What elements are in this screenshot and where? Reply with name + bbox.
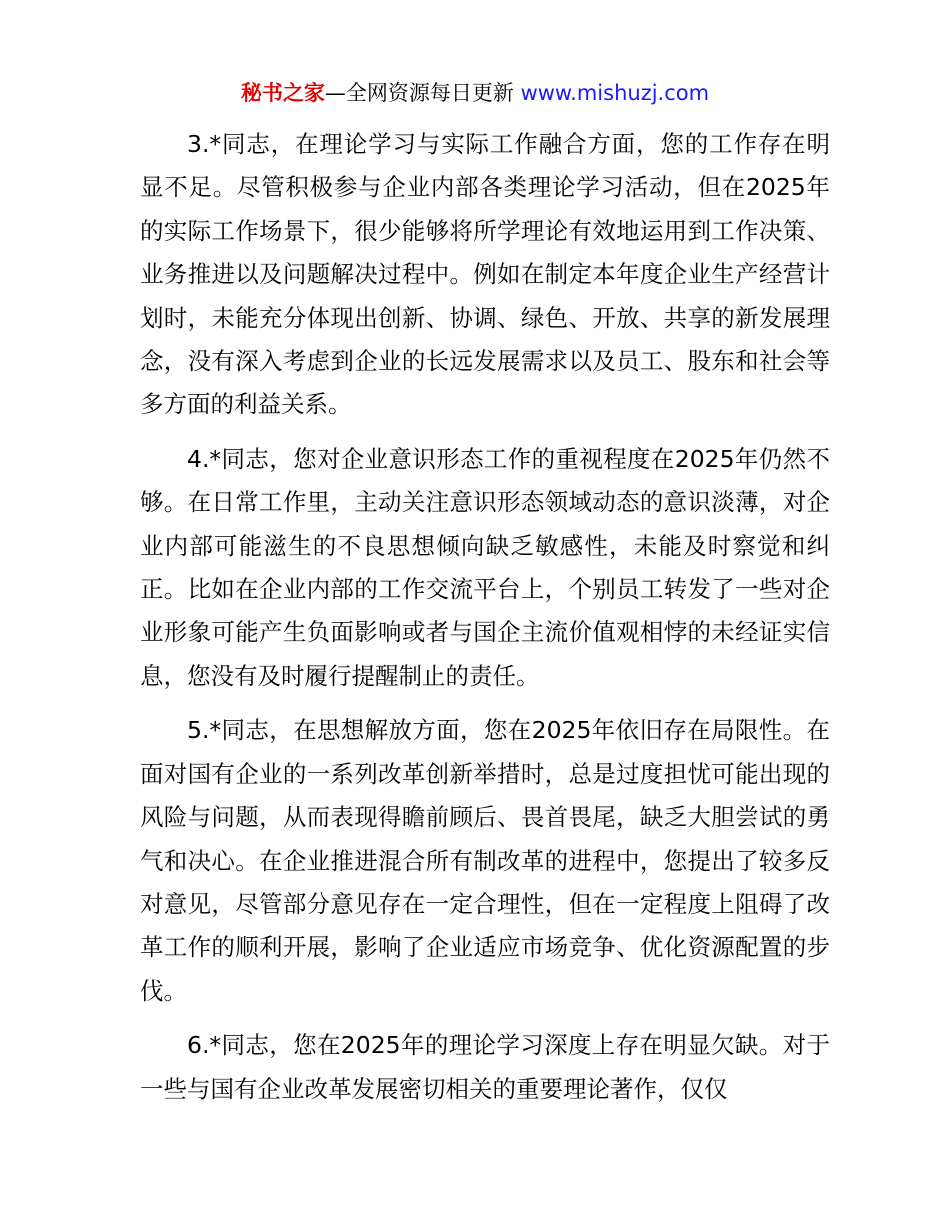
paragraph-3: 3.*同志，在理论学习与实际工作融合方面，您的工作存在明显不足。尽管积极参与企业内部各类理论学习活动，但在2025年的实际工作场景下，很少能够将所学理论有效地运用到工作决策、业务推进以及问题解决过程中。例如在制定本年度企业生产经营计划时，未能充分体现出创新、协调、绿色、开放、共享的新发展理念，没有深入考虑到企业的长远发展需求以及员工、股东和社会等多方面的利益关系。: [140, 130, 830, 419]
paragraph-4: 4.*同志，您对企业意识形态工作的重视程度在2025年仍然不够。在日常工作里，主动关注意识形态领域动态的意识淡薄，对企业内部可能滋生的不良思想倾向缺乏敏感性，未能及时察觉和纠正。比如在企业内部的工作交流平台上，个别员工转发了一些对企业形象可能产生负面影响或者与国企主流价值观相悖的未经证实信息，您没有及时履行提醒制止的责任。: [140, 444, 830, 690]
site-slogan: —全网资源每日更新: [324, 81, 514, 105]
paragraph-6: 6.*同志，您在2025年的理论学习深度上存在明显欠缺。对于一些与国有企业改革发展密切相关的重要理论著作，仅仅: [140, 1031, 830, 1103]
paragraph-5: 5.*同志，在思想解放方面，您在2025年依旧存在局限性。在面对国有企业的一系列改革创新举措时，总是过度担忧可能出现的风险与问题，从而表现得瞻前顾后、畏首畏尾，缺乏大胆尝试的勇气和决心。在企业推进混合所有制改革的进程中，您提出了较多反对意见，尽管部分意见存在一定合理性，但在一定程度上阻碍了改革工作的顺利开展，影响了企业适应市场竞争、优化资源配置的步伐。: [140, 716, 830, 1005]
site-brand: 秘书之家: [240, 81, 325, 105]
site-url-link[interactable]: www.mishuzj.com: [520, 81, 710, 105]
site-header: [0, 76, 950, 110]
document-body: [140, 123, 830, 1122]
